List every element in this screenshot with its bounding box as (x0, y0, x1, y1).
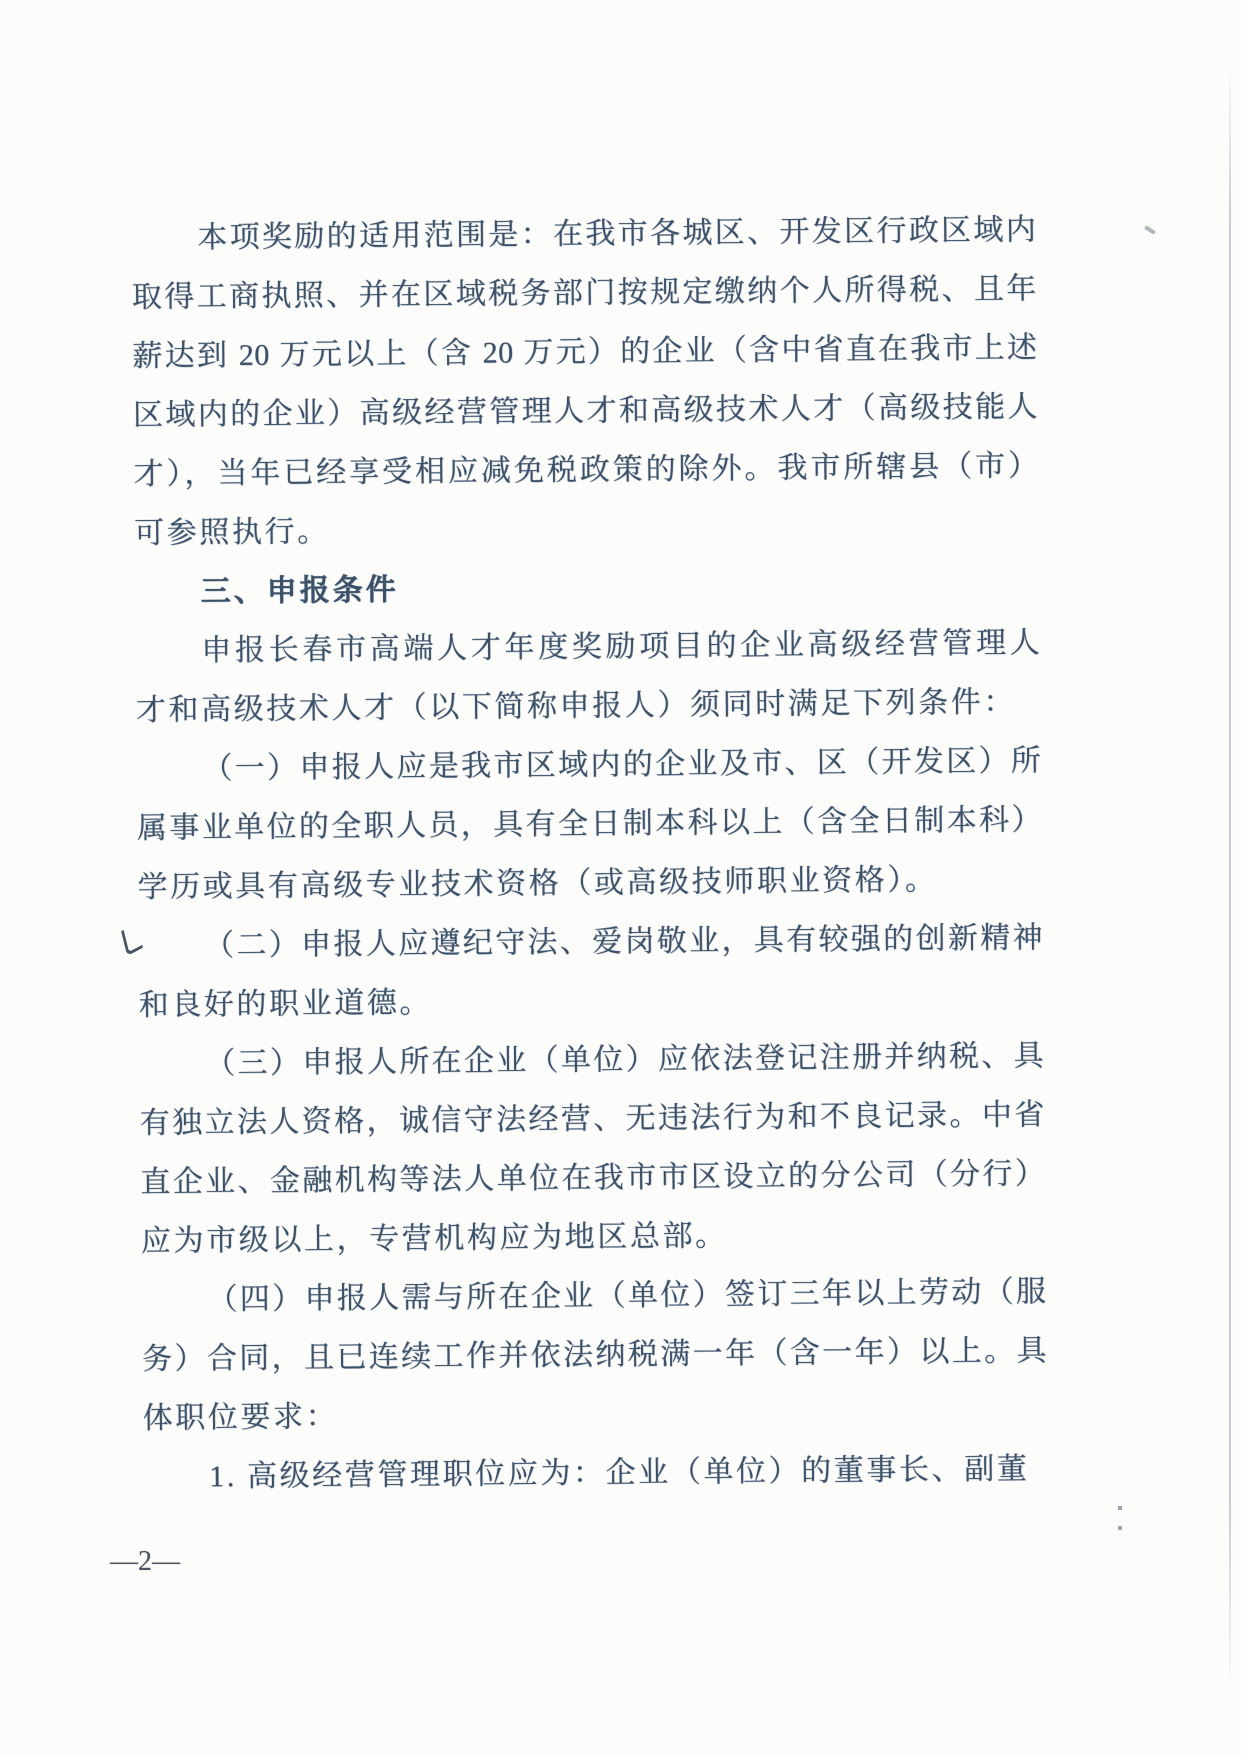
text-line: 取得工商执照、并在区域税务部门按规定缴纳个人所得税、且年 (131, 272, 1037, 314)
text-line: 应为市级以上，专营机构应为地区总部。 (140, 1219, 728, 1258)
text-line: 可参照执行。 (133, 515, 330, 550)
section-heading: 三、申报条件 (200, 573, 399, 609)
text-line: 区域内的企业）高级经营管理人才和高级技术人才（高级技能人 (132, 390, 1039, 432)
document-text (131, 200, 1048, 1507)
text-line: 1. 高级经营管理职位应为：企业（单位）的董事长、副董 (209, 1452, 1030, 1494)
text-line: 属事业单位的全职人员，具有全日制本科以上（含全日制本科） (136, 803, 1043, 845)
scan-artifact (1144, 225, 1156, 235)
text-line: 学历或具有高级专业技术资格（或高级技师职业资格）。 (137, 863, 938, 904)
text-line: 体职位要求： (142, 1400, 339, 1435)
text-line: 申报长春市高端人才年度奖励项目的企业高级经营管理人 (201, 626, 1041, 668)
text-line: 有独立法人资格，诚信守法经营、无违法行为和不良记录。中省 (139, 1098, 1045, 1140)
text-line: 本项奖励的适用范围是：在我市各城区、开发区行政区域内 (197, 213, 1037, 255)
scan-streak-artifact (1229, 60, 1231, 1700)
text-line: 务）合同，且已连续工作并依法纳税满一年（含一年）以上。具 (141, 1334, 1048, 1376)
text-line: 薪达到 20 万元以上（含 20 万元）的企业（含中省直在我市上述 (132, 331, 1038, 373)
text-line: （一）申报人应是我市区域内的企业及市、区（开发区）所 (202, 744, 1042, 786)
text-line: 才），当年已经享受相应减免税政策的除外。我市所辖县（市） (133, 449, 1039, 491)
text-line: （二）申报人应遵纪守法、爱岗敬业，具有较强的创新精神 (203, 921, 1044, 963)
text-line: 和良好的职业道德。 (138, 986, 433, 1022)
page-number: —2— (110, 1546, 180, 1577)
text-line: （四）申报人需与所在企业（单位）签订三年以上劳动（服 (207, 1275, 1047, 1317)
text-line: 才和高级技术人才（以下简称申报人）须同时满足下列条件： (135, 685, 1017, 727)
text-line: （三）申报人所在企业（单位）应依法登记注册并纳税、具 (205, 1039, 1045, 1081)
text-line: 直企业、金融机构等法人单位在我市市区设立的分公司（分行） (140, 1157, 1046, 1199)
scan-artifact (1118, 1506, 1122, 1530)
